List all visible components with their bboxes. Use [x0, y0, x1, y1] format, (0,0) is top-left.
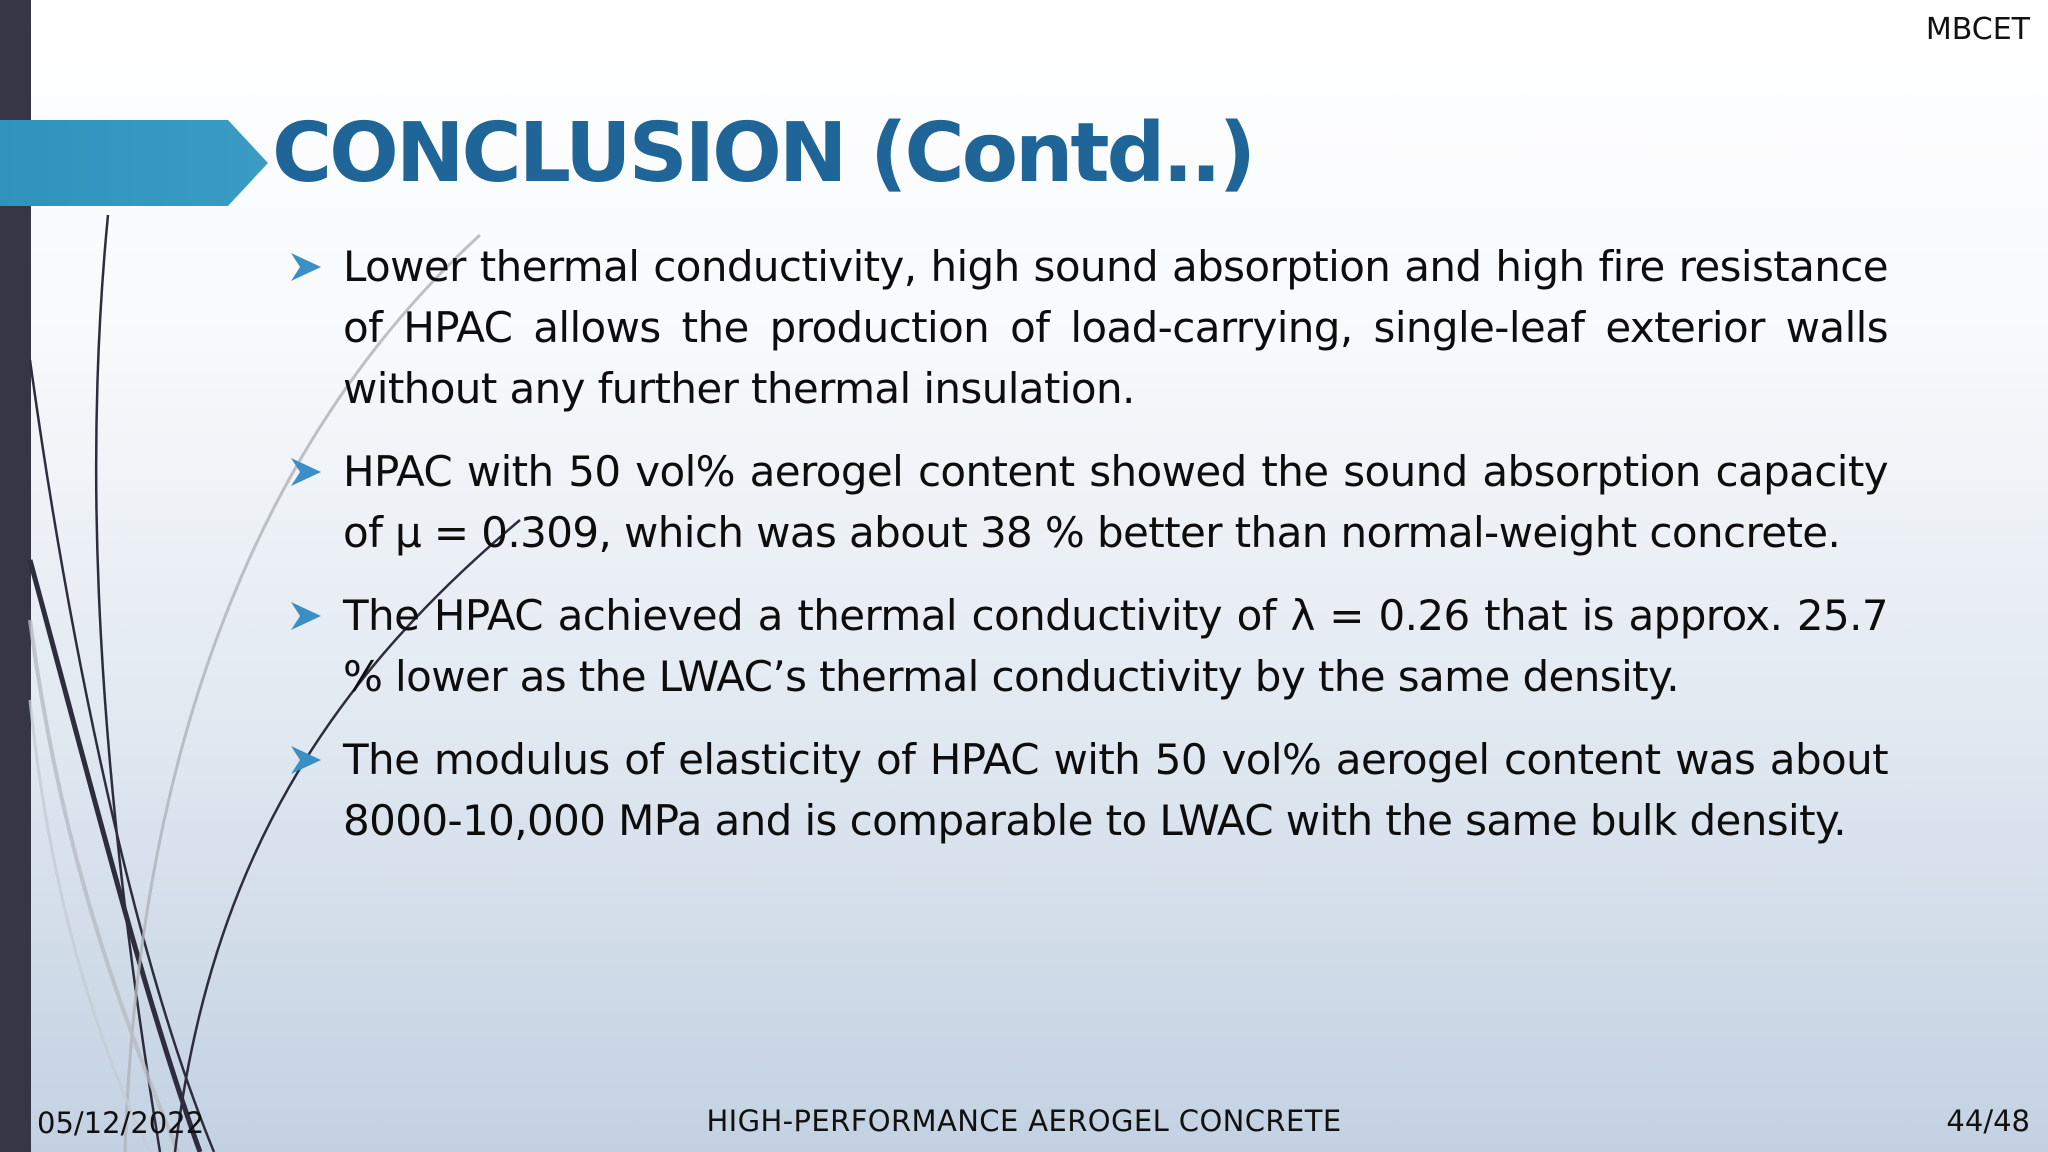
bullet-text: The modulus of elasticity of HPAC with 50 vol% aerogel content was about 8000-10,000 MPa and is comparable to LWAC with the same bulk density.	[343, 735, 1888, 845]
title-arrow-banner	[0, 120, 268, 206]
bullet-item	[285, 236, 1888, 419]
bullet-text: HPAC with 50 vol% aerogel content showed the sound absorption capacity of μ = 0.309, which was about 38 % better than normal-weight concrete.	[343, 447, 1888, 557]
bullet-text: The HPAC achieved a thermal conductivity of λ = 0.26 that is approx. 25.7 % lower as the LWAC’s thermal conductivity by the same density.	[343, 591, 1888, 701]
arrowhead-bullet-icon	[289, 743, 323, 777]
bullet-item	[285, 585, 1888, 707]
arrowhead-bullet-icon	[289, 250, 323, 284]
page-number: 44/48	[1946, 1104, 2030, 1138]
slide-title: CONCLUSION (Contd..)	[272, 106, 1254, 201]
footer-date: 05/12/2022	[37, 1106, 205, 1140]
organization-label: MBCET	[1925, 12, 2030, 47]
bullet-list	[285, 236, 1888, 873]
bullet-text: Lower thermal conductivity, high sound absorption and high fire resistance of HPAC allows the production of load-carrying, single-leaf exterior walls without any further thermal insulation.	[343, 242, 1888, 413]
bullet-item	[285, 441, 1888, 563]
bullet-item	[285, 729, 1888, 851]
footer-title: HIGH-PERFORMANCE AEROGEL CONCRETE	[706, 1104, 1342, 1138]
arrowhead-bullet-icon	[289, 455, 323, 489]
arrowhead-bullet-icon	[289, 599, 323, 633]
